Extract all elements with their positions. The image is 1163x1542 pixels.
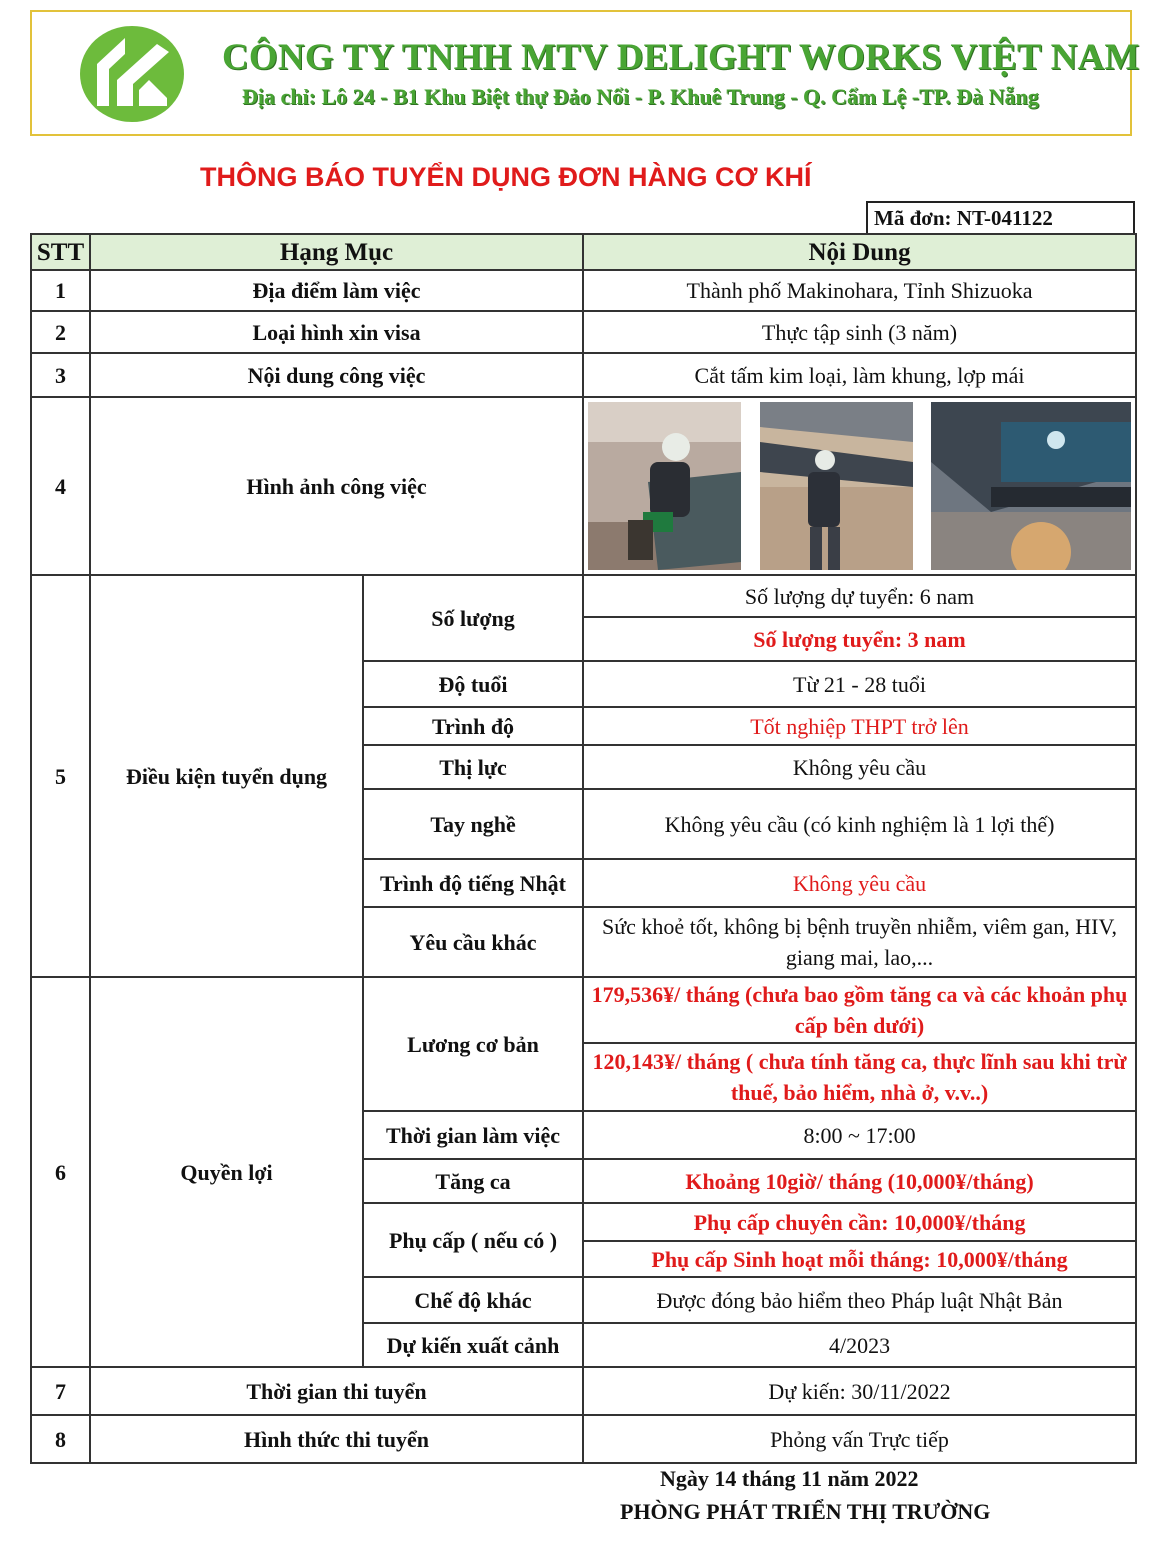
working-hours-label: Thời gian làm việc <box>363 1111 583 1159</box>
other-benefits-value: Được đóng bảo hiểm theo Pháp luật Nhật Bản <box>583 1277 1136 1323</box>
exam-form-label: Hình thức thi tuyển <box>90 1415 583 1463</box>
education-label: Trình độ <box>363 707 583 745</box>
quantity-applicants: Số lượng dự tuyển: 6 nam <box>583 575 1136 617</box>
benefits-category: Quyền lợi <box>90 977 363 1367</box>
work-photo-roofing <box>931 402 1131 570</box>
company-logo-icon <box>77 24 187 124</box>
row-category: Hình ảnh công việc <box>90 397 583 575</box>
header-stt: STT <box>31 234 90 270</box>
exam-time-label: Thời gian thi tuyển <box>90 1367 583 1415</box>
table-header-row <box>31 234 1136 270</box>
work-photo-cutting <box>588 402 741 570</box>
salary-label: Lương cơ bản <box>363 977 583 1111</box>
departure-value: 4/2023 <box>583 1323 1136 1367</box>
benefits-row <box>31 977 1136 1043</box>
order-code: Mã đơn: NT-041122 <box>866 201 1135 235</box>
age-value: Từ 21 - 28 tuổi <box>583 661 1136 707</box>
row-stt: 5 <box>31 575 90 977</box>
skill-label: Tay nghề <box>363 789 583 859</box>
table-row <box>31 311 1136 353</box>
exam-time-value: Dự kiến: 30/11/2022 <box>583 1367 1136 1415</box>
company-name: CÔNG TY TNHH MTV DELIGHT WORKS VIỆT NAM <box>222 37 1140 78</box>
row-stt: 8 <box>31 1415 90 1463</box>
row-content: Thực tập sinh (3 năm) <box>583 311 1136 353</box>
row-content: Cắt tấm kim loại, làm khung, lợp mái <box>583 353 1136 397</box>
company-address: Địa chỉ: Lô 24 - B1 Khu Biệt thự Đảo Nổi - P. Khuê Trung - Q. Cẩm Lệ -TP. Đà Nẵng <box>242 84 1039 109</box>
age-label: Độ tuổi <box>363 661 583 707</box>
skill-value: Không yêu cầu (có kinh nghiệm là 1 lợi thế) <box>583 789 1136 859</box>
row-stt: 3 <box>31 353 90 397</box>
photo-cell <box>583 397 1136 575</box>
recruitment-table <box>30 233 1137 1464</box>
table-row <box>31 270 1136 311</box>
row-stt: 1 <box>31 270 90 311</box>
other-benefits-label: Chế độ khác <box>363 1277 583 1323</box>
work-photo-framing <box>760 402 913 570</box>
footer-department: PHÒNG PHÁT TRIỂN THỊ TRƯỜNG <box>620 1499 991 1524</box>
quantity-hired: Số lượng tuyển: 3 nam <box>583 617 1136 661</box>
header-content: Nội Dung <box>583 234 1136 270</box>
row-stt: 6 <box>31 977 90 1367</box>
exam-form-value: Phỏng vấn Trực tiếp <box>583 1415 1136 1463</box>
overtime-label: Tăng ca <box>363 1159 583 1203</box>
header-category: Hạng Mục <box>90 234 583 270</box>
table-row <box>31 353 1136 397</box>
eyesight-value: Không yêu cầu <box>583 745 1136 789</box>
other-requirements-label: Yêu cầu khác <box>363 907 583 977</box>
overtime-value: Khoảng 10giờ/ tháng (10,000¥/tháng) <box>583 1159 1136 1203</box>
page-title: THÔNG BÁO TUYỂN DỤNG ĐƠN HÀNG CƠ KHÍ <box>200 162 812 192</box>
table-row <box>31 397 1136 575</box>
row-category: Nội dung công việc <box>90 353 583 397</box>
row-content: Thành phố Makinohara, Tỉnh Shizuoka <box>583 270 1136 311</box>
row-stt: 4 <box>31 397 90 575</box>
allowance-label: Phụ cấp ( nếu có ) <box>363 1203 583 1277</box>
allowance-living: Phụ cấp Sinh hoạt mỗi tháng: 10,000¥/tháng <box>583 1241 1136 1277</box>
working-hours-value: 8:00 ~ 17:00 <box>583 1111 1136 1159</box>
salary-net: 120,143¥/ tháng ( chưa tính tăng ca, thực lĩnh sau khi trừ thuế, bảo hiểm, nhà ở, v.v..) <box>583 1043 1136 1111</box>
row-stt: 2 <box>31 311 90 353</box>
row-category: Loại hình xin visa <box>90 311 583 353</box>
quantity-label: Số lượng <box>363 575 583 661</box>
japanese-label: Trình độ tiếng Nhật <box>363 859 583 907</box>
table-row <box>31 1415 1136 1463</box>
salary-gross: 179,536¥/ tháng (chưa bao gồm tăng ca và các khoản phụ cấp bên dưới) <box>583 977 1136 1043</box>
conditions-category: Điều kiện tuyển dụng <box>90 575 363 977</box>
row-category: Địa điểm làm việc <box>90 270 583 311</box>
conditions-row <box>31 575 1136 617</box>
row-stt: 7 <box>31 1367 90 1415</box>
japanese-value: Không yêu cầu <box>583 859 1136 907</box>
education-value: Tốt nghiệp THPT trở lên <box>583 707 1136 745</box>
departure-label: Dự kiến xuất cảnh <box>363 1323 583 1367</box>
company-header <box>30 10 1140 136</box>
footer-date: Ngày 14 tháng 11 năm 2022 <box>660 1466 919 1491</box>
eyesight-label: Thị lực <box>363 745 583 789</box>
table-row <box>31 1367 1136 1415</box>
allowance-attendance: Phụ cấp chuyên cần: 10,000¥/tháng <box>583 1203 1136 1241</box>
other-requirements-value: Sức khoẻ tốt, không bị bệnh truyền nhiễm, viêm gan, HIV, giang mai, lao,... <box>583 907 1136 977</box>
